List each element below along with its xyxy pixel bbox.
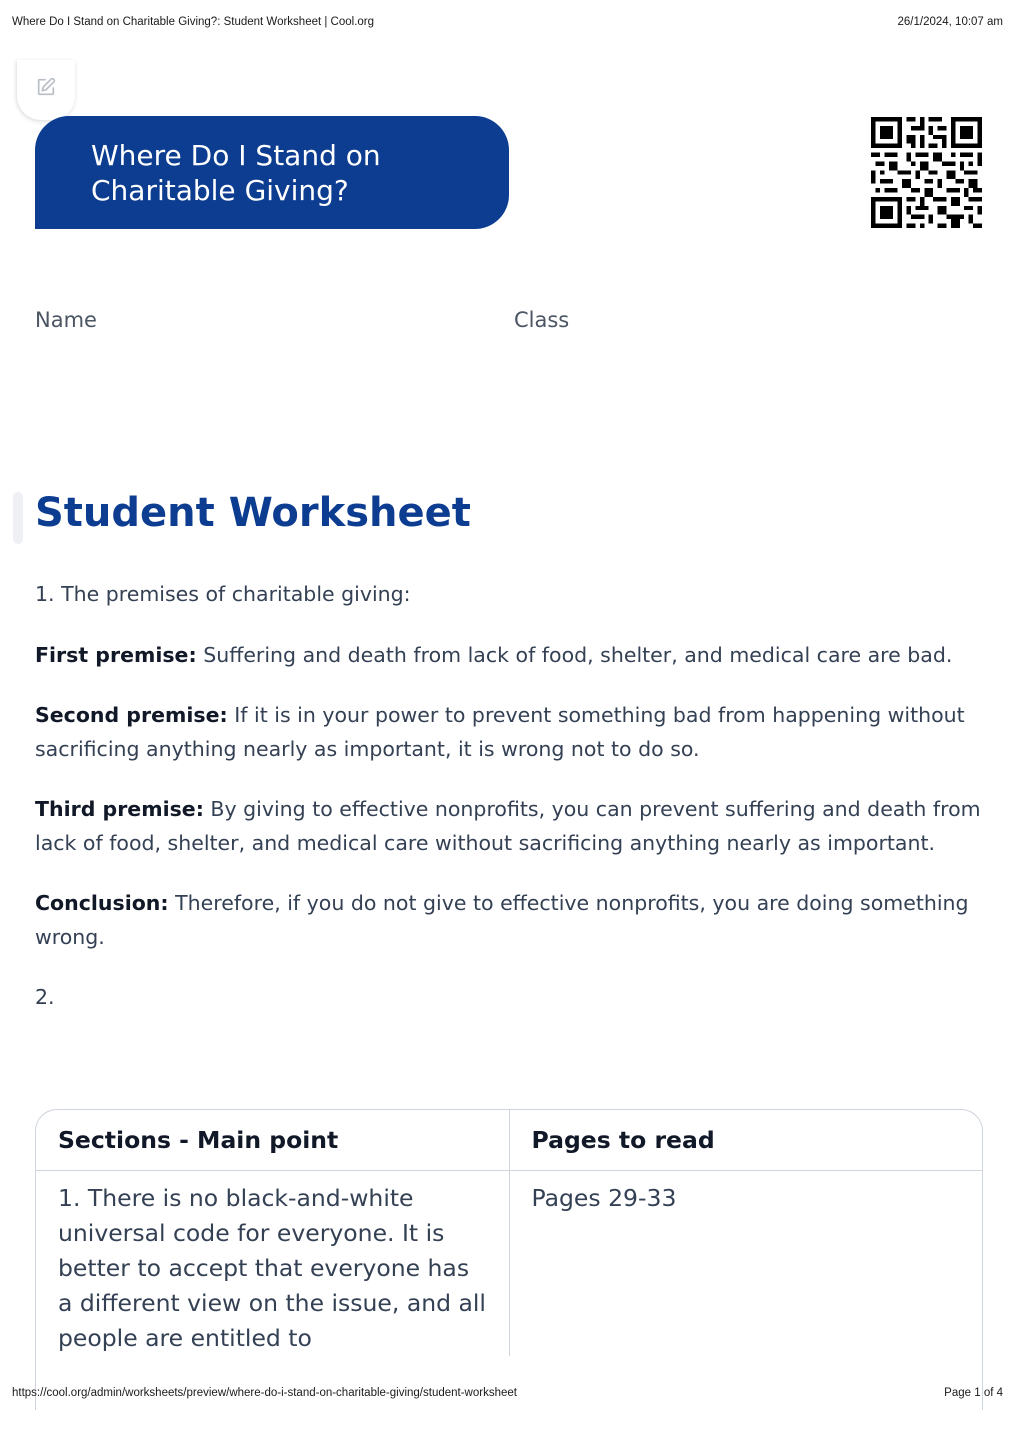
premise-label: First premise: xyxy=(35,642,197,667)
print-page-title: Where Do I Stand on Charitable Giving?: Student Worksheet | Cool.org xyxy=(12,16,375,28)
column-header-sections: Sections - Main point xyxy=(36,1110,509,1171)
worksheet-title: Where Do I Stand on Charitable Giving? xyxy=(91,139,381,207)
premise-text: If it is in your power to prevent something bad from happening without sacrificing anything nearly as important, it is wrong not to do so. xyxy=(35,703,965,761)
class-label: Class xyxy=(514,308,570,332)
title-banner xyxy=(35,116,509,229)
print-datetime: 26/1/2024, 10:07 am xyxy=(897,16,1003,28)
premise-text: By giving to effective nonprofits, you can prevent suffering and death from lack of food, shelter, and medical care without sacrificing anything nearly as important. xyxy=(35,797,981,855)
conclusion-text: Therefore, if you do not give to effective nonprofits, you are doing something wrong. xyxy=(35,891,969,949)
premise-first xyxy=(35,639,985,673)
worksheet-content xyxy=(35,578,985,1042)
page-indicator: Page 1 of 4 xyxy=(944,1387,1003,1399)
conclusion-label: Conclusion: xyxy=(35,891,169,915)
qr-code-icon xyxy=(871,117,982,228)
section-marker xyxy=(13,492,23,544)
section-heading: Student Worksheet xyxy=(35,490,471,536)
question-2: 2. xyxy=(35,985,55,1009)
table-cell-main-point: 1. There is no black-and-white universal code for everyone. It is better to accept that everyone has a different view on the issue, and all people are entitled to xyxy=(36,1171,509,1357)
edit-icon xyxy=(35,76,57,98)
table-header-row xyxy=(36,1110,982,1171)
premise-label: Third premise: xyxy=(35,797,204,821)
edit-button[interactable] xyxy=(17,60,75,120)
print-url: https://cool.org/admin/worksheets/preview/where-do-i-stand-on-charitable-giving/student-worksheet xyxy=(12,1387,517,1399)
premise-third xyxy=(35,793,985,860)
question-1: 1. The premises of charitable giving: xyxy=(35,582,411,606)
premise-second xyxy=(35,699,985,766)
table-row xyxy=(36,1171,982,1357)
premise-text: Suffering and death from lack of food, shelter, and medical care are bad. xyxy=(196,642,953,667)
name-label: Name xyxy=(35,308,97,332)
table-cell-pages: Pages 29-33 xyxy=(531,1184,677,1212)
sections-table xyxy=(35,1109,983,1410)
premise-label: Second premise: xyxy=(35,703,228,727)
column-header-pages: Pages to read xyxy=(509,1110,982,1171)
conclusion xyxy=(35,887,985,954)
